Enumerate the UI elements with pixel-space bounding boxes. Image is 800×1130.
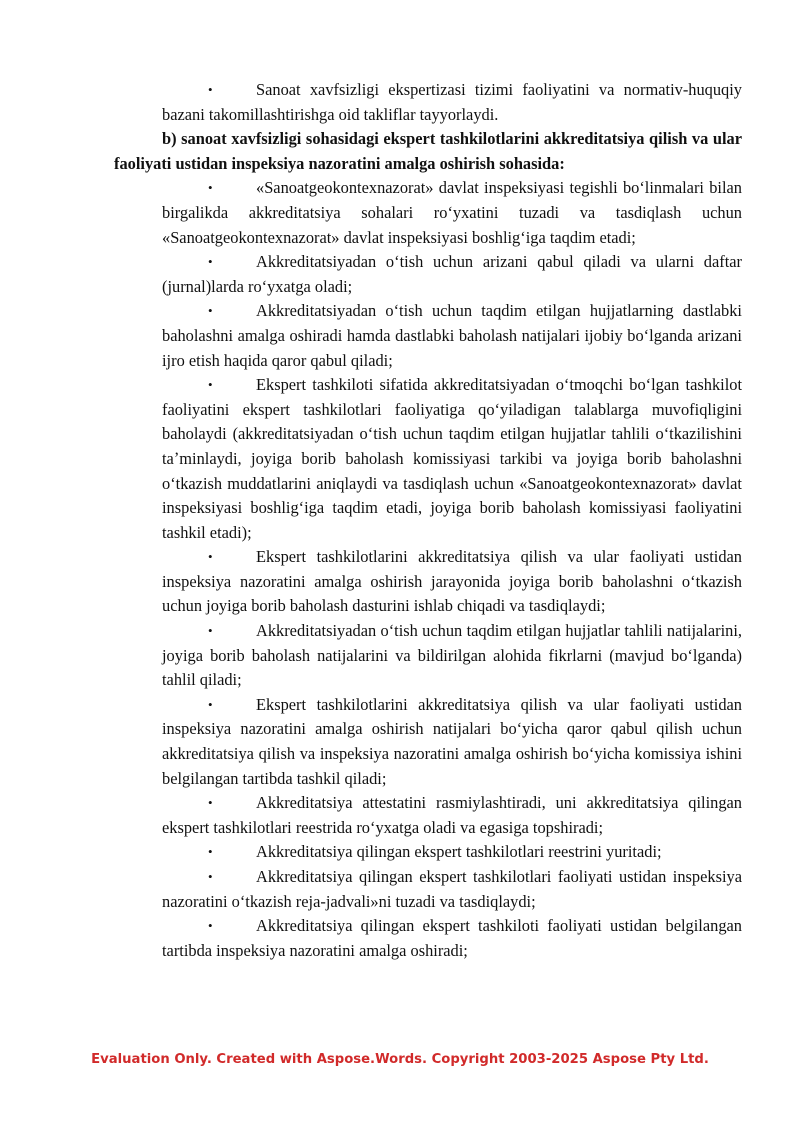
bullet-icon: • [208, 696, 213, 712]
list-item [162, 791, 742, 840]
bullet-icon: • [208, 180, 213, 196]
list-item-text: Akkreditatsiya qilingan ekspert tashkilotlari faoliyati ustidan inspeksiya nazoratini oʻtkazish reja-jadvali»ni tuzadi va tasdiqlaydi; [162, 867, 742, 911]
list-item [162, 693, 742, 791]
list-item [162, 545, 742, 619]
bullet-icon: • [208, 918, 213, 934]
bullet-icon: • [208, 82, 213, 97]
list-item-text: Akkreditatsiyadan oʻtish uchun taqdim etilgan hujjatlar tahlili natijalarini, joyiga borib baholash natijalarini va bildirilgan alohida fikrlarni (mavjud boʻlganda) tahlil qiladi; [162, 621, 742, 690]
bullet-icon: • [208, 844, 213, 860]
list-item-text: Ekspert tashkiloti sifatida akkreditatsiyadan oʻtmoqchi boʻlgan tashkilot faoliyatini ekspert tashkilotlari faoliyatiga qoʻyiladigan talablarga muvofiqligini baholaydi (akkreditatsiyadan oʻtish uchun taqdim etilgan hujjatlar tahlili oʻtkazilishini taʼminlaydi, joyiga borib baholash komissiyasi tarkibi va joyiga borib baholashni oʻtkazish muddatlarini aniqlaydi va tasdiqlash uchun «Sanoatgeokontexnazorat» davlat inspeksiyasi boshligʻiga taqdim etadi, joyiga borib baholash komissiyasi faoliyatini tashkil etadi); [162, 375, 742, 542]
list-item [162, 373, 742, 545]
bullet-icon: • [208, 869, 213, 884]
evaluation-watermark-footer: Evaluation Only. Created with Aspose.Words. Copyright 2003-2025 Aspose Pty Ltd. [91, 1052, 709, 1067]
list-item-text: Akkreditatsiya qilingan ekspert tashkilotlari reestrini yuritadi; [256, 842, 662, 862]
list-item [162, 299, 742, 373]
list-item [162, 250, 742, 299]
bullet-icon: • [208, 254, 213, 270]
list-item [162, 865, 742, 914]
section-heading: b) sanoat xavfsizligi sohasidagi ekspert tashkilotlarini akkreditatsiya qilish va ular faoliyati ustidan inspeksiya nazoratini amalga oshirish sohasida: [114, 129, 742, 173]
list-item [162, 619, 742, 693]
bullet-icon: • [208, 549, 213, 565]
list-item-text: Akkreditatsiyadan oʻtish uchun arizani qabul qiladi va ularni daftar (jurnal)larda roʻyxatga oladi; [162, 252, 742, 296]
list-item-text: Ekspert tashkilotlarini akkreditatsiya qilish va ular faoliyati ustidan inspeksiya nazoratini amalga oshirish jarayonida joyiga borib baholashni oʻtkazish uchun joyiga borib baholash dasturini ishlab chiqadi va tasdiqlaydi; [162, 547, 742, 616]
list-item [162, 78, 742, 127]
document-body [114, 78, 742, 963]
list-item-text: Sanoat xavfsizligi ekspertizasi tizimi faoliyatini va normativ-huquqiy bazani takomillashtirishga oid takliflar tayyorlaydi. [162, 80, 742, 124]
bullet-icon: • [208, 303, 213, 319]
list-item-text: Akkreditatsiya attestatini rasmiylashtiradi, uni akkreditatsiya qilingan ekspert tashkilotlari reestrida roʻyxatga oladi va egasiga topshiradi; [162, 793, 742, 837]
bullet-icon: • [208, 623, 213, 639]
list-item [162, 914, 742, 963]
list-item-text: Akkreditatsiya qilingan ekspert tashkiloti faoliyati ustidan belgilangan tartibda inspeksiya nazoratini amalga oshiradi; [162, 916, 742, 960]
bullet-icon: • [208, 377, 213, 393]
list-item-text: Ekspert tashkilotlarini akkreditatsiya qilish va ular faoliyati ustidan inspeksiya nazoratini amalga oshirish natijalari boʻyicha qaror qabul qilish uchun akkreditatsiya qilish va inspeksiya nazoratini amalga oshirish boʻyicha komissiya ishini belgilangan tartibda tashkil qiladi; [162, 694, 742, 788]
list-item [162, 176, 742, 250]
list-item [162, 840, 742, 865]
bullet-icon: • [208, 795, 213, 811]
list-item-text: Akkreditatsiyadan oʻtish uchun taqdim etilgan hujjatlarning dastlabki baholashni amalga oshiradi hamda dastlabki baholash natijalari ijobiy boʻlganda arizani ijro etish haqida qaror qabul qiladi; [162, 301, 742, 370]
list-item-text: «Sanoatgeokontexnazorat» davlat inspeksiyasi tegishli boʻlinmalari bilan birgalikda akkreditatsiya sohalari roʻyxatini tuzadi va tasdiqlash uchun «Sanoatgeokontexnazorat» davlat inspeksiyasi boshligʻiga taqdim etadi; [162, 178, 742, 247]
